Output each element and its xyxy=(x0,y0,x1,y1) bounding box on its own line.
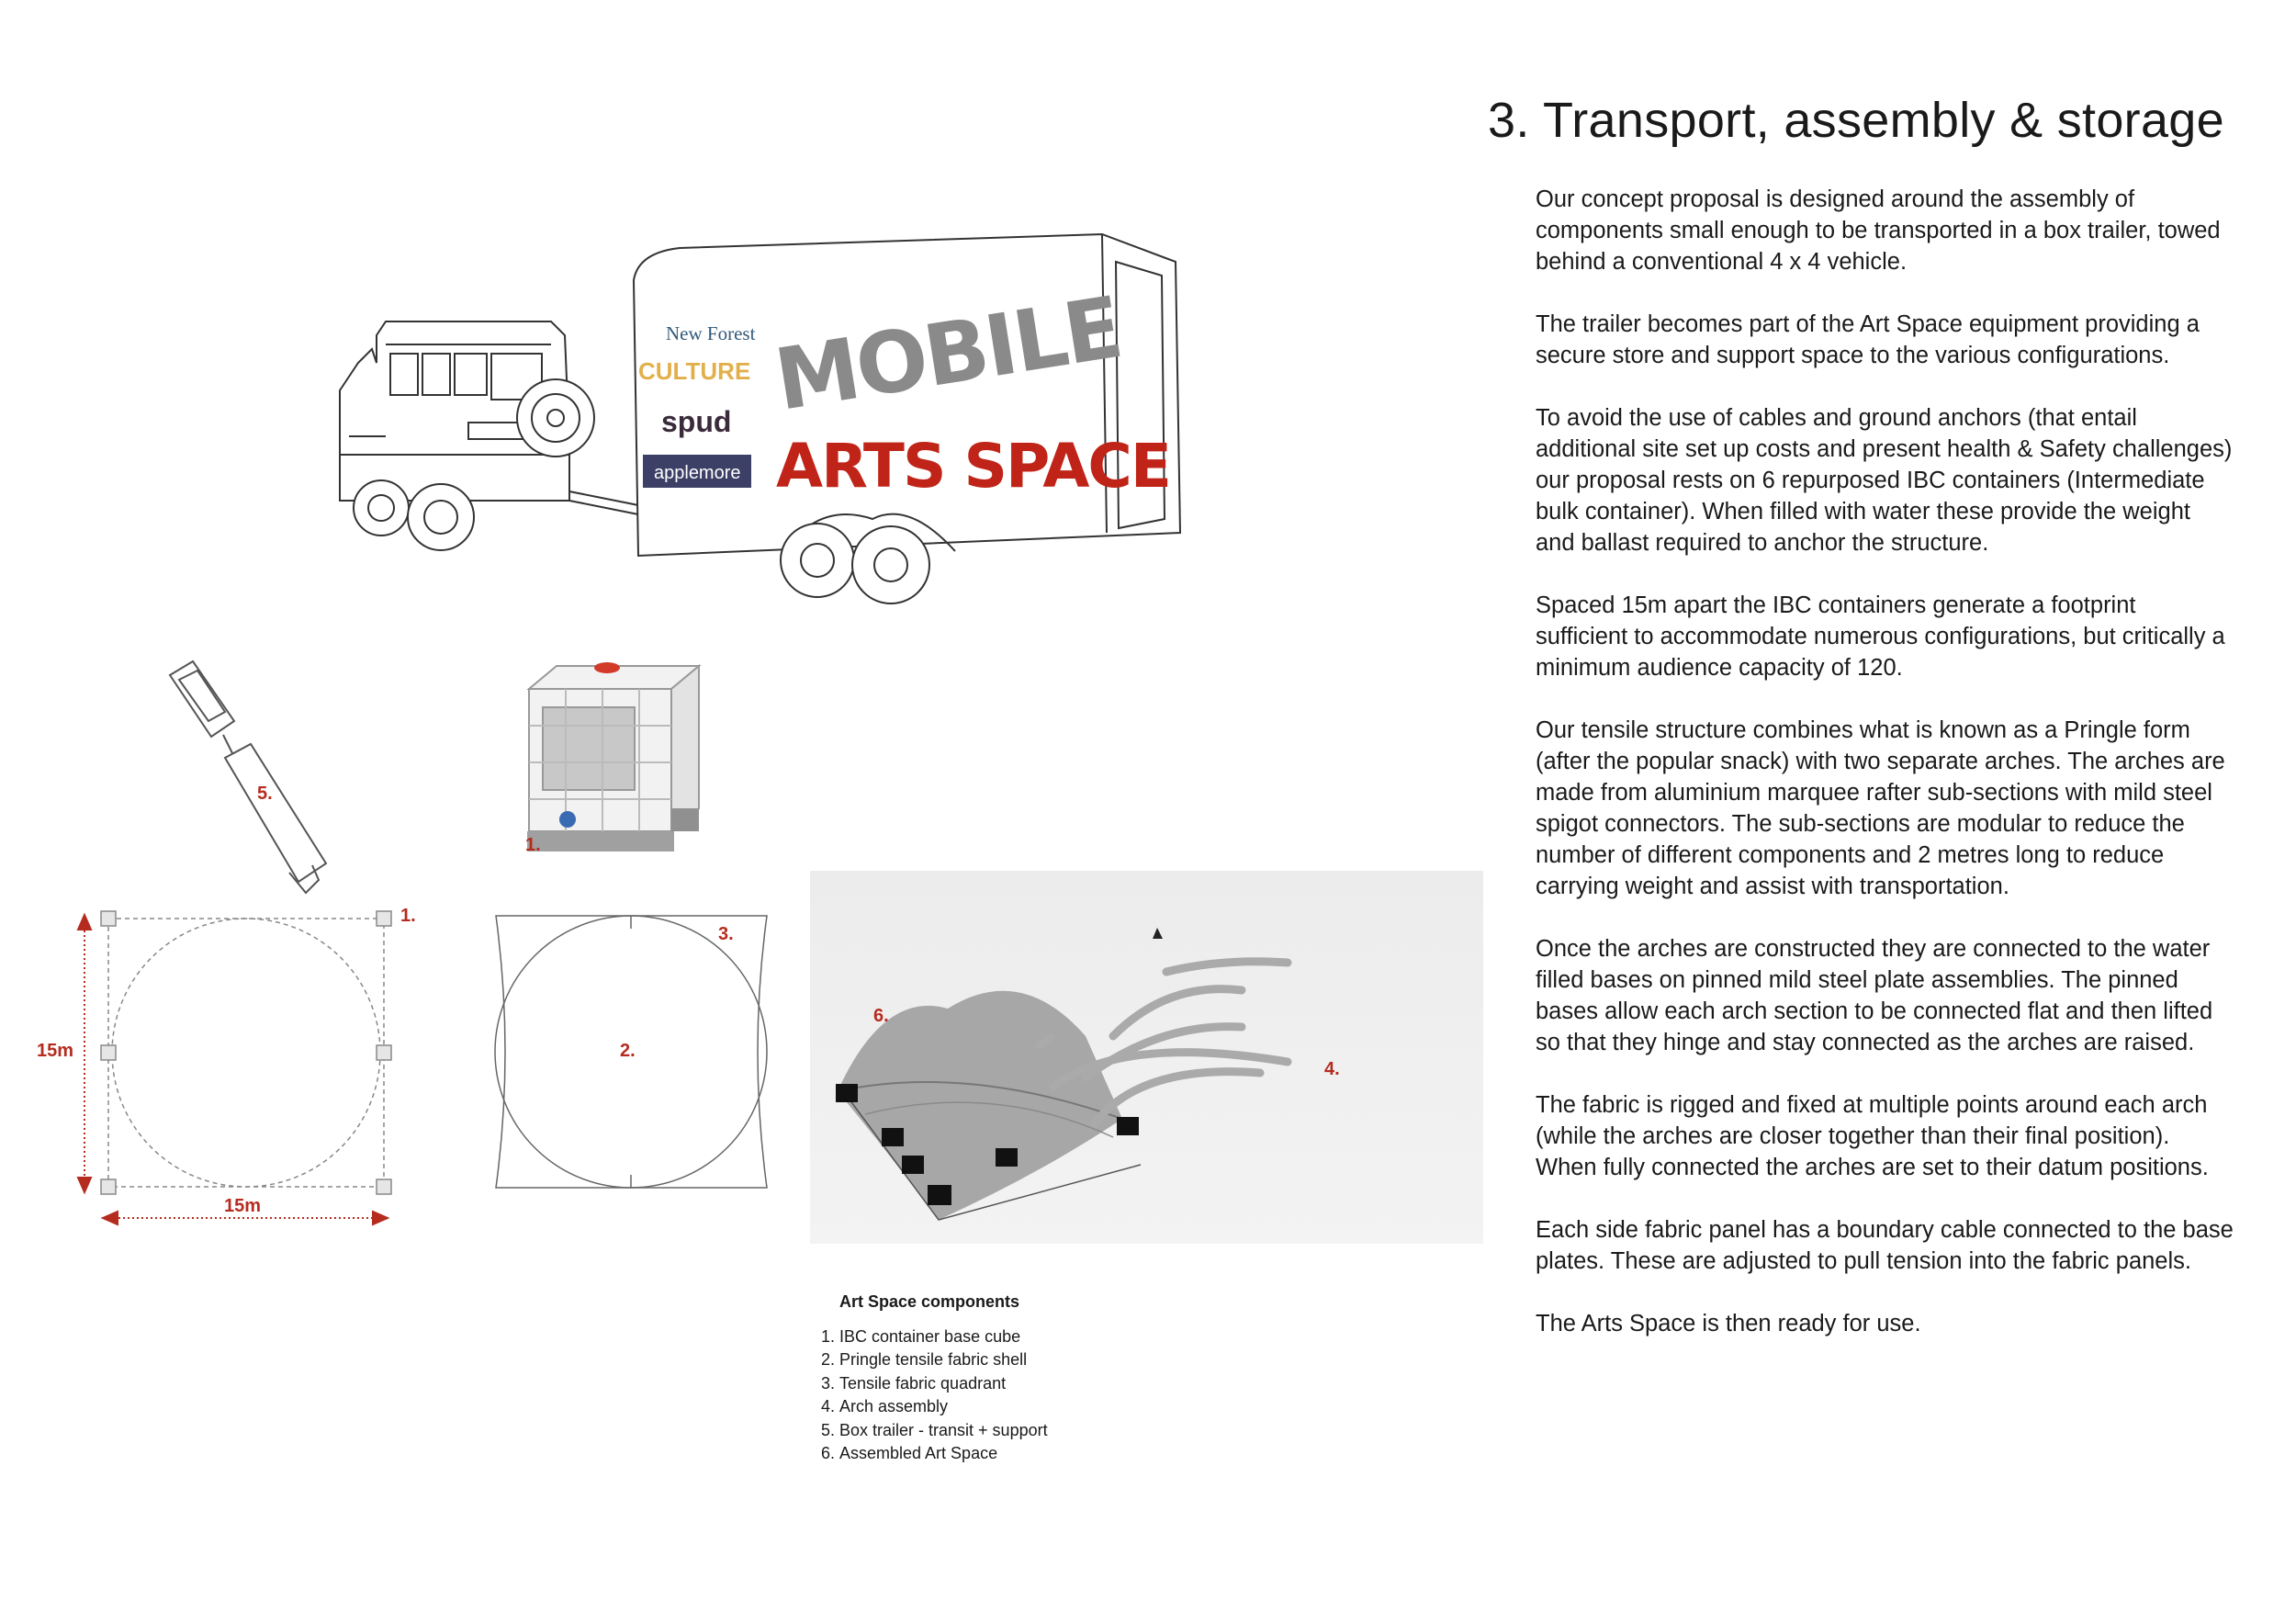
trailer-headline-mobile: MOBILE xyxy=(768,278,1127,430)
paragraph-7: The fabric is rigged and fixed at multiple points around each arch (while the arches are closer together than their final position). When fully connected the arches are set to their datum positions. xyxy=(1536,1092,2209,1180)
legend-item: 3. Tensile fabric quadrant xyxy=(839,1372,1048,1396)
page-title: 3. Transport, assembly & storage xyxy=(1488,93,2224,148)
ibc-container-illustration xyxy=(520,661,703,859)
sponsor-applemore-logo: applemore xyxy=(654,463,741,483)
components-legend xyxy=(801,1291,1048,1466)
paragraph-9: The Arts Space is then ready for use. xyxy=(1536,1311,1921,1336)
paragraph-5: Our tensile structure combines what is known as a Pringle form (after the popular snack) with two separate arches. The arches are made from aluminium marquee rafter sub-sections with mild steel spigot connectors. The sub-sections are modular to reduce the number of different components and 2 metres long to reduce carrying weight and assist with transportation. xyxy=(1536,717,2225,899)
legend-item: 1. IBC container base cube xyxy=(839,1325,1048,1349)
label-arches-4: 4. xyxy=(1324,1059,1340,1079)
label-ibc-1: 1. xyxy=(525,835,541,855)
dimension-horizontal-15m: 15m xyxy=(224,1196,262,1216)
legend-item: 5. Box trailer - transit + support xyxy=(839,1419,1048,1443)
paragraph-8: Each side fabric panel has a boundary cable connected to the base plates. These are adjusted to pull tension into the fabric panels. xyxy=(1536,1217,2234,1274)
site-plan-diagram xyxy=(73,909,441,1240)
body-text xyxy=(1536,184,2234,1370)
label-quadrant-3: 3. xyxy=(718,924,734,944)
legend-item: 2. Pringle tensile fabric shell xyxy=(839,1348,1048,1372)
legend-list xyxy=(801,1325,1048,1466)
sponsor-culture-logo: CULTURE xyxy=(638,357,751,385)
paragraph-4: Spaced 15m apart the IBC containers generate a footprint sufficient to accommodate numerous configurations, but critically a minimum audience capacity of 120. xyxy=(1536,592,2225,681)
legend-item: 6. Assembled Art Space xyxy=(839,1442,1048,1466)
label-trailer-5: 5. xyxy=(257,784,273,804)
label-plan-1: 1. xyxy=(400,906,416,926)
trailer-headline-arts-space: ARTS SPACE xyxy=(776,431,1170,502)
legend-title: Art Space components xyxy=(839,1292,1020,1311)
paragraph-6: Once the arches are constructed they are connected to the water filled bases on pinned mild steel plate assemblies. The pinned bases allow each arch section to be connected flat and then lifted so that they hinge and stay connected as the arches are raised. xyxy=(1536,936,2213,1055)
label-assembled-6: 6. xyxy=(873,1006,889,1026)
paragraph-2: The trailer becomes part of the Art Space equipment providing a secure store and support space to the various configurations. xyxy=(1536,311,2200,368)
small-trailer-illustration xyxy=(152,652,335,900)
assembled-art-space-render xyxy=(810,871,1483,1244)
sponsor-new-forest-logo: New Forest xyxy=(666,322,756,344)
label-pringle-2: 2. xyxy=(620,1041,636,1061)
vehicle-trailer-illustration xyxy=(321,225,1203,611)
paragraph-3: To avoid the use of cables and ground anchors (that entail additional site set up costs and present health & Safety challenges) our proposal rests on 6 repurposed IBC containers (Intermediate bulk container). When filled with water these provide the weight and ballast required to anchor the structure. xyxy=(1536,405,2233,556)
sponsor-spud-logo: spud xyxy=(661,405,732,438)
dimension-vertical-15m: 15m xyxy=(37,1041,74,1061)
paragraph-1: Our concept proposal is designed around the assembly of components small enough to be transported in a box trailer, towed behind a conventional 4 x 4 vehicle. xyxy=(1536,186,2221,275)
legend-item: 4. Arch assembly xyxy=(839,1395,1048,1419)
